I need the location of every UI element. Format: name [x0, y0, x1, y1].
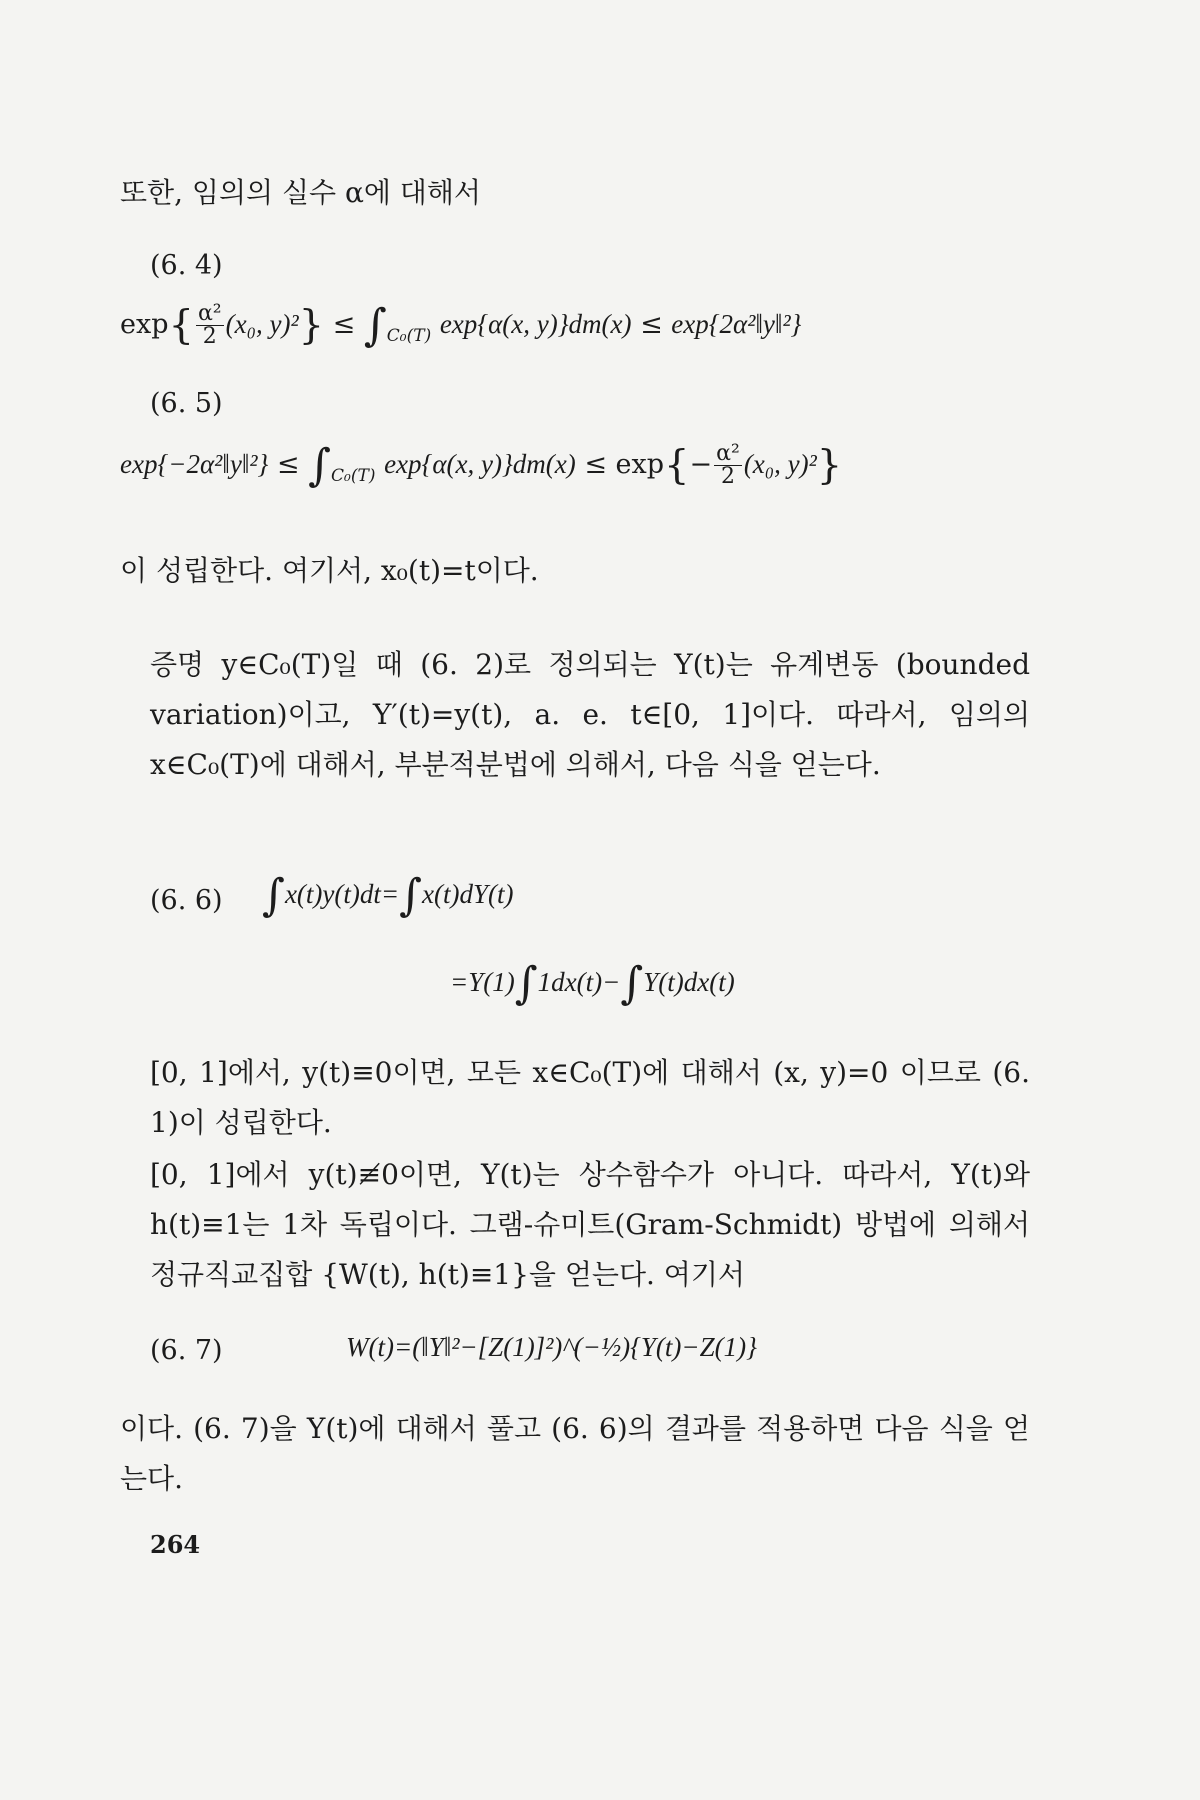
integral-sign: ∫	[308, 440, 332, 491]
paragraph-conclusion: 이다. (6. 7)을 Y(t)에 대해서 풀고 (6. 6)의 결과를 적용하면 다음 식을 얻는다.	[120, 1412, 1030, 1495]
equation-6-4: exp{ $\frac{\text{α²}}{2}$ (x₀, $y)^2\} \le \int_{C_0(T)}$ exp{α(x, y)}dm(x) ≤ exp{2α²‖y‖²}	[120, 300, 802, 351]
equation-6-5: exp{−2α²‖y‖²} ≤ $\int_{C_0(T)}$ exp{α(x, y)}dm(x) ≤ exp{− $\frac{\text{α²}}{2}$ (x₀, y)²}	[120, 440, 843, 491]
paragraph-proof: 증명 y∈C₀(T)일 때 (6. 2)로 정의되는 Y(t)는 유계변동 (bounded variation)이고, Y′(t)=y(t), a. e. t∈[0, 1]이다. 따라서, 임의의 x∈C₀(T)에 대해서, 부분적분법에 의해서, 다음 식을 얻는다.	[150, 648, 1030, 781]
paragraph-intro: 또한, 임의의 실수 α에 대해서	[120, 176, 481, 209]
eq64-fraction: $\frac{\text{α²}}{2}$	[197, 301, 222, 349]
page-number: 264	[150, 1530, 201, 1559]
paragraph-established: 이 성립한다. 여기서, x₀(t)=t이다.	[120, 554, 539, 587]
equation-label-6-6: (6. 6)	[150, 885, 223, 916]
paragraph-nonzero-case: [0, 1]에서 y(t)≢0이면, Y(t)는 상수함수가 아니다. 따라서, Y(t)와 h(t)≡1는 1차 독립이다. 그램-슈미트(Gram-Schmidt) 방법에 의해서 정규직교집합 {W(t), h(t)≡1}을 얻는다. 여기서	[150, 1158, 1030, 1291]
equation-6-7: W(t)=(‖Y‖²−[Z(1)]²)^(−½){Y(t)−Z(1)}	[346, 1332, 757, 1362]
equation-6-6-line1: ∫x(t)y(t)dt=∫x(t)dY(t)	[262, 870, 514, 921]
equation-label-6-7: (6. 7)	[150, 1335, 223, 1366]
equation-label-6-4: (6. 4)	[150, 250, 223, 281]
equation-label-6-5: (6. 5)	[150, 388, 223, 419]
paragraph-zero-case: [0, 1]에서, y(t)≡0이면, 모든 x∈C₀(T)에 대해서 (x, y)=0 이므로 (6. 1)이 성립한다.	[150, 1056, 1030, 1139]
integral-sign: ∫	[363, 300, 387, 351]
eq65-fraction: $\frac{\text{α²}}{2}$	[716, 441, 740, 489]
equation-6-6-line2: =Y(1)∫1dx(t)−∫Y(t)dx(t)	[450, 958, 735, 1009]
eq64-exp: exp	[120, 309, 169, 340]
